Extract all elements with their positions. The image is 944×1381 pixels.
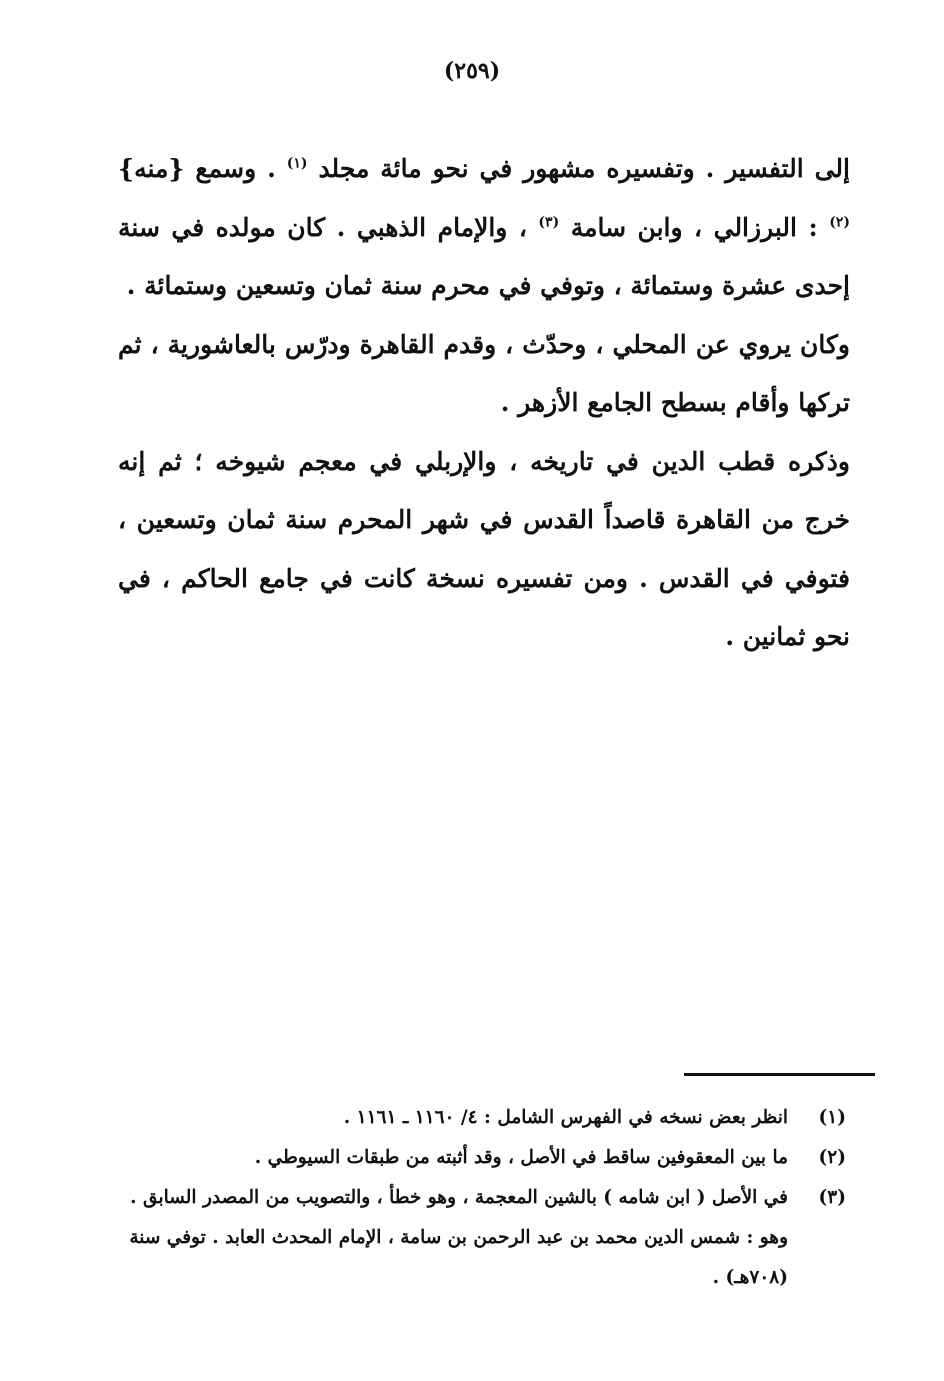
footnote-divider	[684, 1073, 875, 1076]
footnote-line: وهو : شمس الدين محمد بن عبد الرحمن بن سامة ، الإمام المحدث العابد . توفي سنة	[129, 1227, 788, 1248]
footnote-line: (٧٠٨هـ) .	[712, 1267, 788, 1288]
footnote-text	[118, 1098, 788, 1138]
footnote-line: في الأصل ( ابن شامه ) بالشين المعجمة ، وهو خطأ ، والتصويب من المصدر السابق .	[130, 1187, 788, 1208]
footnote-3	[118, 1178, 846, 1298]
paragraph-1	[118, 140, 850, 316]
footnote-number: (١)	[818, 1107, 846, 1128]
paragraph-1-part-3: : البرزالي ، وابن سامة	[570, 212, 818, 242]
main-text	[118, 140, 850, 667]
footnote-number: (٢)	[818, 1147, 846, 1168]
footnote-number: (٣)	[818, 1187, 846, 1208]
footnotes	[118, 1098, 846, 1298]
paragraph-1-part-4: ، والإمام الذهبي . كان مولده في سنة إحدى عشرة وستمائة ، وتوفي في محرم سنة ثمان وتسعين وستمائة .	[118, 212, 850, 300]
footnote-ref-3[interactable]: (٣)	[538, 214, 560, 231]
footnote-line: ما بين المعقوفين ساقط في الأصل ، وقد أثبته من طبقات السيوطي .	[254, 1147, 788, 1168]
paragraph-2: وكان يروي عن المحلي ، وحدّث ، وقدم القاهرة ودرّس بالعاشورية ، ثم تركها وأقام بسطح الجامع الأزهر .	[118, 329, 850, 417]
page-number: (٢٥٩)	[443, 58, 501, 84]
footnote-2	[118, 1138, 846, 1178]
footnote-ref-1[interactable]: (١)	[286, 155, 308, 172]
footnote-text	[118, 1138, 788, 1178]
footnote-ref-2[interactable]: (٢)	[829, 214, 850, 231]
paragraph-1-part-1: إلى التفسير . وتفسيره مشهور في نحو مائة مجلد	[318, 154, 850, 183]
footnote-1	[118, 1098, 846, 1138]
paragraph-3: وذكره قطب الدين في تاريخه ، والإربلي في معجم شيوخه ؛ ثم إنه خرج من القاهرة قاصداً القدس في شهر المحرم سنة ثمان وتسعين ، فتوفي في القدس . ومن تفسيره نسخة كانت في جامع الحاكم ، في نحو ثمانين .	[118, 446, 850, 651]
paragraph-1-part-2: . وسمع {منه}	[118, 154, 276, 183]
footnote-line: انظر بعض نسخه في الفهرس الشامل : ٤/ ١١٦٠ ـ ١١٦١ .	[343, 1107, 788, 1128]
footnote-text	[118, 1178, 788, 1298]
